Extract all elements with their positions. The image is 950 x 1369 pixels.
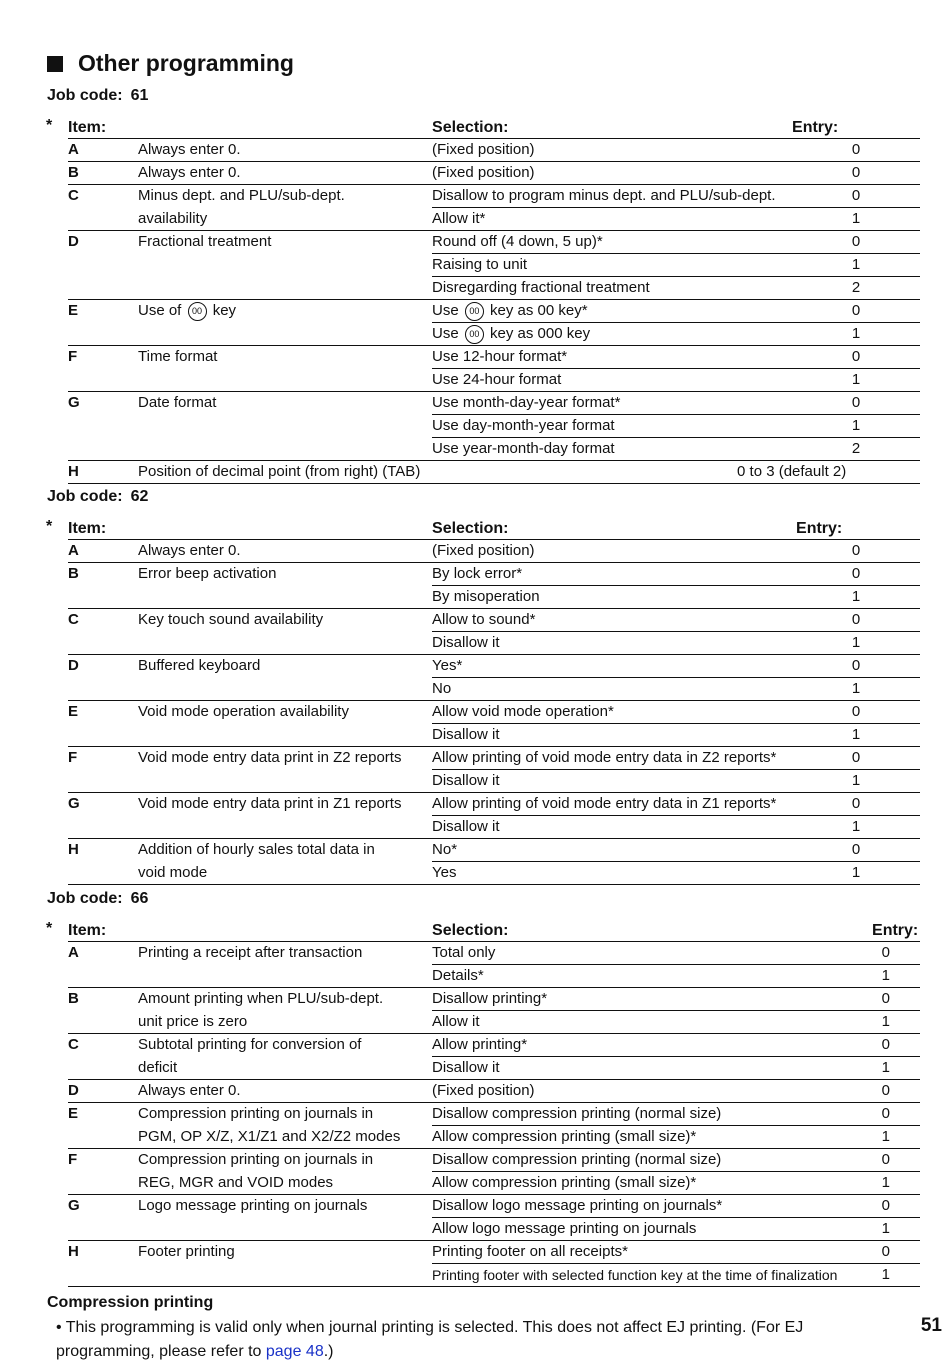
item-letter: E [68, 1103, 138, 1126]
selection: No [432, 678, 792, 701]
entry-value: 0 [792, 655, 920, 678]
item-letter [68, 724, 138, 747]
selection: Use 12-hour format* [432, 346, 792, 369]
table-row [68, 586, 920, 609]
selection: (Fixed position) [432, 162, 792, 185]
item-letter [68, 965, 138, 988]
selection: Round off (4 down, 5 up)* [432, 231, 792, 254]
item-description: Amount printing when PLU/sub-dept. [138, 988, 432, 1011]
table-row [68, 415, 920, 438]
item-letter [68, 438, 138, 461]
item-description [138, 1264, 432, 1287]
item-description: unit price is zero [138, 1012, 248, 1030]
item-letter [68, 770, 138, 793]
default-asterisk: * [46, 518, 53, 535]
item-letter [68, 1057, 138, 1080]
entry-value: 2 [792, 277, 920, 300]
table-row [68, 438, 920, 461]
table-row [68, 988, 920, 1011]
selection: (Fixed position) [432, 141, 535, 158]
item-description: Buffered keyboard [138, 655, 432, 678]
item-letter: B [68, 563, 138, 586]
entry-value: 0 [792, 300, 920, 323]
job-code-label: Job code: [47, 488, 123, 505]
page-48-link[interactable]: page 48 [265, 1343, 324, 1360]
item-letter: H [68, 461, 138, 484]
item-description: REG, MGR and VOID modes [138, 1173, 334, 1191]
selection: Raising to unit [432, 254, 792, 277]
selection: Total only [432, 944, 496, 961]
table-row [68, 839, 920, 862]
item-letter: F [68, 747, 138, 770]
item-description: Date format [138, 392, 432, 415]
item-letter: E [68, 701, 138, 724]
item-description [138, 300, 432, 323]
entry-value: 1 [792, 862, 920, 885]
table-row [68, 747, 920, 770]
item-letter [68, 816, 138, 839]
job-code-66-label [47, 890, 148, 908]
entry-value: 1 [872, 1172, 920, 1195]
entry-value: 1 [792, 586, 920, 609]
table-row [68, 1057, 920, 1080]
item-letter [68, 323, 138, 346]
item-description: Minus dept. and PLU/sub-dept. [138, 185, 432, 208]
item-description [138, 586, 432, 609]
table-row [68, 1103, 920, 1126]
entry-value: 0 [792, 701, 920, 724]
entry-value: 0 [792, 162, 920, 185]
item-letter [68, 632, 138, 655]
table-row [68, 139, 920, 162]
entry-value: 0 [872, 1080, 920, 1103]
item-letter: B [68, 988, 138, 1011]
table-row [68, 231, 920, 254]
table-row [68, 701, 920, 724]
item-description [138, 323, 432, 346]
item-letter: H [68, 839, 138, 862]
selection: Disallow it [432, 724, 792, 747]
item-description: PGM, OP X/Z, X1/Z1 and X2/Z2 modes [138, 1127, 401, 1145]
item-letter [68, 1264, 138, 1287]
entry-value: 1 [872, 965, 920, 988]
item-letter: A [68, 542, 79, 559]
entry-value: 0 to 3 (default 2) [737, 461, 865, 484]
selection: Printing footer with selected function key at the time of finalization [432, 1264, 872, 1287]
square-bullet-icon [47, 56, 63, 72]
item-header: Item: [68, 117, 432, 139]
job-code-value: 66 [130, 890, 149, 907]
item-letter [68, 254, 138, 277]
item-description: Error beep activation [138, 563, 432, 586]
item-description [138, 678, 432, 701]
item-letter: B [68, 162, 138, 185]
entry-value: 1 [792, 254, 920, 277]
selection: Allow to sound* [432, 609, 792, 632]
table-row [68, 1011, 920, 1034]
item-description: Always enter 0. [138, 162, 432, 185]
selection: (Fixed position) [432, 542, 535, 559]
selection-text: key as 000 key [485, 325, 591, 342]
item-letter: D [68, 231, 138, 254]
table-row [68, 1172, 920, 1195]
selection [432, 323, 792, 346]
selection: By misoperation [432, 586, 792, 609]
item-letter [68, 678, 138, 701]
item-description: Compression printing on journals in [138, 1149, 432, 1172]
entry-value: 0 [872, 988, 920, 1011]
table-row [68, 793, 920, 816]
item-letter [68, 586, 138, 609]
table-row [68, 1149, 920, 1172]
item-letter: C [68, 609, 138, 632]
item-description: Time format [138, 346, 432, 369]
selection: Allow compression printing (small size)* [432, 1172, 872, 1195]
table-row [68, 942, 920, 965]
table-row [68, 1195, 920, 1218]
selection-text: key as 00 key* [485, 302, 588, 319]
item-description: void mode [138, 862, 432, 885]
job-62-table [68, 518, 920, 885]
table-row [68, 185, 920, 208]
selection: By lock error* [432, 563, 792, 586]
entry-value: 1 [792, 208, 920, 231]
item-letter: G [68, 1195, 138, 1218]
selection: Allow it [432, 1011, 872, 1034]
item-description: availability [138, 209, 208, 227]
entry-value: 0 [872, 1034, 920, 1057]
item-letter: F [68, 1149, 138, 1172]
item-description: Void mode entry data print in Z2 reports [138, 747, 432, 770]
table-row [68, 724, 920, 747]
item-description: Always enter 0. [138, 542, 241, 559]
default-asterisk: * [46, 117, 53, 134]
selection: Allow void mode operation* [432, 701, 792, 724]
note-text: • This programming is valid only when journal printing is selected. This does not affect EJ printing. (For EJ programming, please refer to [56, 1319, 804, 1360]
table-row [68, 655, 920, 678]
item-letter [68, 415, 138, 438]
entry-value: 0 [872, 1241, 920, 1264]
item-letter: A [68, 141, 79, 158]
item-description [138, 277, 432, 300]
table-row [68, 965, 920, 988]
compression-printing-note [56, 1316, 896, 1364]
item-description: Always enter 0. [138, 1080, 432, 1103]
entry-header: Entry: [792, 117, 920, 139]
table-row [68, 1126, 920, 1149]
item-header: Item: [68, 920, 432, 942]
selection: Disallow compression printing (normal size) [432, 1149, 872, 1172]
item-letter [68, 862, 138, 885]
item-letter [68, 1011, 138, 1034]
entry-value: 1 [872, 1011, 920, 1034]
item-letter [68, 277, 138, 300]
item-letter [68, 208, 138, 231]
table-row [68, 392, 920, 415]
entry-value: 1 [792, 816, 920, 839]
item-description [138, 724, 432, 747]
item-letter [68, 369, 138, 392]
selection: Allow printing* [432, 1034, 872, 1057]
table-row [68, 770, 920, 793]
item-description [138, 415, 432, 438]
selection: Use day-month-year format [432, 415, 792, 438]
job-code-value: 62 [130, 488, 149, 505]
entry-value: 0 [872, 1195, 920, 1218]
selection: Use year-month-day format [432, 438, 792, 461]
job-code-62-label [47, 488, 148, 506]
selection: Allow it* [432, 208, 792, 231]
note-text-end: .) [323, 1343, 334, 1360]
entry-value: 0 [792, 392, 920, 415]
selection: Disallow to program minus dept. and PLU/sub-dept. [432, 185, 792, 208]
selection: No* [432, 839, 792, 862]
item-description: Key touch sound availability [138, 609, 432, 632]
selection: Disallow logo message printing on journals* [432, 1195, 872, 1218]
item-letter [68, 1126, 138, 1149]
table-row [68, 1218, 920, 1241]
table-row [68, 540, 920, 563]
selection: Details* [432, 965, 872, 988]
item-description [138, 770, 432, 793]
section-title [47, 50, 294, 77]
table-row [68, 1241, 920, 1264]
item-description: Logo message printing on journals [138, 1195, 432, 1218]
selection: Disregarding fractional treatment [432, 277, 792, 300]
selection: (Fixed position) [432, 1080, 872, 1103]
selection-header: Selection: [432, 920, 872, 942]
double-zero-key-icon: 00 [188, 302, 207, 321]
entry-value: 1 [792, 724, 920, 747]
entry-value: 0 [872, 1103, 920, 1126]
default-asterisk: * [46, 920, 53, 937]
job-code-label: Job code: [47, 890, 123, 907]
item-description [138, 965, 432, 988]
entry-value: 0 [792, 563, 920, 586]
item-description [138, 254, 432, 277]
selection: Disallow it [432, 632, 792, 655]
item-letter: D [68, 1080, 138, 1103]
item-header: Item: [68, 518, 432, 540]
entry-value: 1 [872, 1218, 920, 1241]
item-description: deficit [138, 1058, 178, 1076]
selection: Yes* [432, 655, 792, 678]
table-row [68, 816, 920, 839]
item-description: Subtotal printing for conversion of [138, 1034, 432, 1057]
selection: Disallow it [432, 770, 792, 793]
entry-value: 0 [792, 747, 920, 770]
entry-value: 0 [792, 839, 920, 862]
table-row [68, 1264, 920, 1287]
item-description: Position of decimal point (from right) (TAB) [138, 461, 792, 484]
item-letter: A [68, 944, 79, 961]
entry-value: 0 [872, 1149, 920, 1172]
selection: Use month-day-year format* [432, 392, 792, 415]
entry-header: Entry: [792, 518, 920, 540]
table-row [68, 254, 920, 277]
job-61-table [68, 117, 920, 484]
selection: Disallow compression printing (normal size) [432, 1103, 872, 1126]
entry-value: 0 [792, 231, 920, 254]
entry-value: 1 [792, 369, 920, 392]
entry-value: 0 [851, 542, 861, 559]
item-description: Fractional treatment [138, 231, 432, 254]
item-description: Footer printing [138, 1241, 432, 1264]
table-row [68, 162, 920, 185]
entry-value: 2 [792, 438, 920, 461]
selection-text: Use [432, 325, 463, 342]
item-letter: C [68, 1034, 138, 1057]
item-description [138, 1218, 432, 1241]
job-code-label: Job code: [47, 87, 123, 104]
entry-value: 0 [792, 609, 920, 632]
item-letter [68, 1172, 138, 1195]
entry-value: 0 [851, 141, 861, 158]
selection: Printing footer on all receipts* [432, 1241, 872, 1264]
entry-value: 0 [881, 944, 891, 961]
item-description: Always enter 0. [138, 141, 241, 158]
table-row [68, 1080, 920, 1103]
item-letter: F [68, 346, 138, 369]
table-row [68, 609, 920, 632]
entry-value: 1 [872, 1057, 920, 1080]
job-66-table [68, 920, 920, 1287]
selection-text: Use [432, 302, 463, 319]
selection: Disallow it [432, 1057, 872, 1080]
entry-value: 0 [792, 185, 920, 208]
job-code-value: 61 [130, 87, 149, 104]
table-row [68, 346, 920, 369]
entry-value: 1 [792, 323, 920, 346]
entry-value: 1 [792, 678, 920, 701]
selection: Disallow printing* [432, 988, 872, 1011]
item-description [138, 438, 432, 461]
table-row [68, 277, 920, 300]
double-zero-key-icon: 00 [465, 325, 484, 344]
compression-printing-title: Compression printing [47, 1294, 214, 1311]
section-title-text: Other programming [78, 50, 294, 76]
table-row [68, 461, 920, 484]
item-letter [68, 1218, 138, 1241]
selection: Disallow it [432, 816, 792, 839]
table-row [68, 300, 920, 323]
item-letter: D [68, 655, 138, 678]
selection-header: Selection: [432, 117, 792, 139]
selection: Allow logo message printing on journals [432, 1218, 872, 1241]
selection: Use 24-hour format [432, 369, 792, 392]
item-description: Printing a receipt after transaction [138, 944, 363, 961]
entry-value: 1 [872, 1126, 920, 1149]
selection: Allow printing of void mode entry data in Z2 reports* [432, 747, 792, 770]
job-code-61-label [47, 87, 148, 105]
page-number: 51 [920, 1315, 942, 1336]
selection [432, 300, 792, 323]
entry-value: 1 [792, 632, 920, 655]
entry-value: 1 [792, 415, 920, 438]
table-row [68, 632, 920, 655]
entry-header: Entry: [872, 920, 920, 942]
table-row [68, 208, 920, 231]
entry-value: 1 [872, 1264, 920, 1287]
item-description: Compression printing on journals in [138, 1103, 432, 1126]
item-letter: E [68, 300, 138, 323]
double-zero-key-icon: 00 [465, 302, 484, 321]
selection: Allow printing of void mode entry data in Z1 reports* [432, 793, 792, 816]
table-row [68, 563, 920, 586]
item-description: Void mode entry data print in Z1 reports [138, 793, 432, 816]
selection: Yes [432, 862, 792, 885]
entry-value: 0 [792, 793, 920, 816]
table-row [68, 678, 920, 701]
entry-value: 1 [792, 770, 920, 793]
item-letter: G [68, 793, 138, 816]
item-letter: C [68, 185, 138, 208]
item-description [138, 632, 432, 655]
item-text: Use of [138, 302, 186, 319]
selection: Allow compression printing (small size)* [432, 1126, 872, 1149]
item-text: key [208, 302, 237, 319]
entry-value: 0 [792, 346, 920, 369]
table-row [68, 1034, 920, 1057]
table-row [68, 369, 920, 392]
table-row [68, 323, 920, 346]
item-letter: H [68, 1241, 138, 1264]
item-letter: G [68, 392, 138, 415]
item-description: Addition of hourly sales total data in [138, 839, 432, 862]
item-description [138, 816, 432, 839]
item-description: Void mode operation availability [138, 701, 432, 724]
item-description [138, 369, 432, 392]
table-row [68, 862, 920, 885]
selection-header: Selection: [432, 518, 792, 540]
